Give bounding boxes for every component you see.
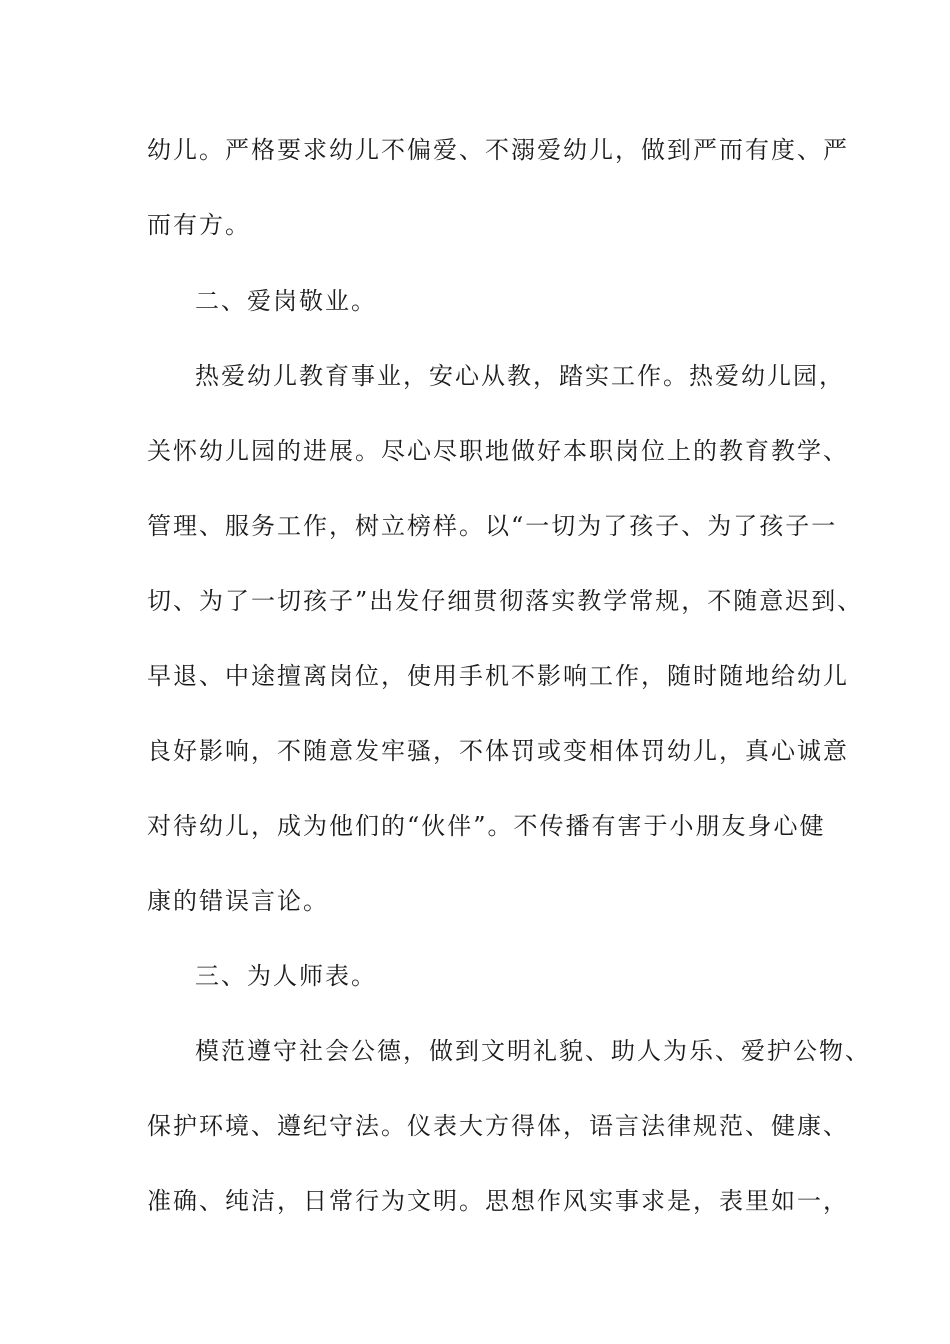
text-line: 幼儿。严格要求幼儿不偏爱、不溺爱幼儿，做到严而有度、严: [147, 136, 849, 164]
section-heading: 二、爱岗敬业。: [195, 287, 377, 315]
text-line: 准确、纯洁，日常行为文明。思想作风实事求是，表里如一，: [147, 1187, 849, 1215]
text-line: 良好影响，不随意发牢骚，不体罚或变相体罚幼儿，真心诚意: [147, 737, 849, 765]
text-line: 关怀幼儿园的进展。尽心尽职地做好本职岗位上的教育教学、: [147, 437, 849, 465]
text-line: 康的错误言论。: [147, 887, 329, 915]
text-line: 对待幼儿，成为他们的“伙伴”。不传播有害于小朋友身心健: [147, 812, 826, 840]
text-line: 切、为了一切孩子”出发仔细贯彻落实教学常规，不随意迟到、: [147, 587, 864, 615]
text-line: 管理、服务工作，树立榜样。以“一切为了孩子、为了孩子一: [147, 512, 838, 540]
section-heading: 三、为人师表。: [195, 962, 377, 990]
text-line: 早退、中途擅离岗位，使用手机不影响工作，随时随地给幼儿: [147, 662, 849, 690]
paragraph-first-line: 热爱幼儿教育事业，安心从教，踏实工作。热爱幼儿园，: [195, 362, 845, 390]
text-line: 而有方。: [147, 211, 251, 239]
paragraph-first-line: 模范遵守社会公德，做到文明礼貌、助人为乐、爱护公物、: [195, 1037, 871, 1065]
text-line: 保护环境、遵纪守法。仪表大方得体，语言法律规范、健康、: [147, 1112, 849, 1140]
